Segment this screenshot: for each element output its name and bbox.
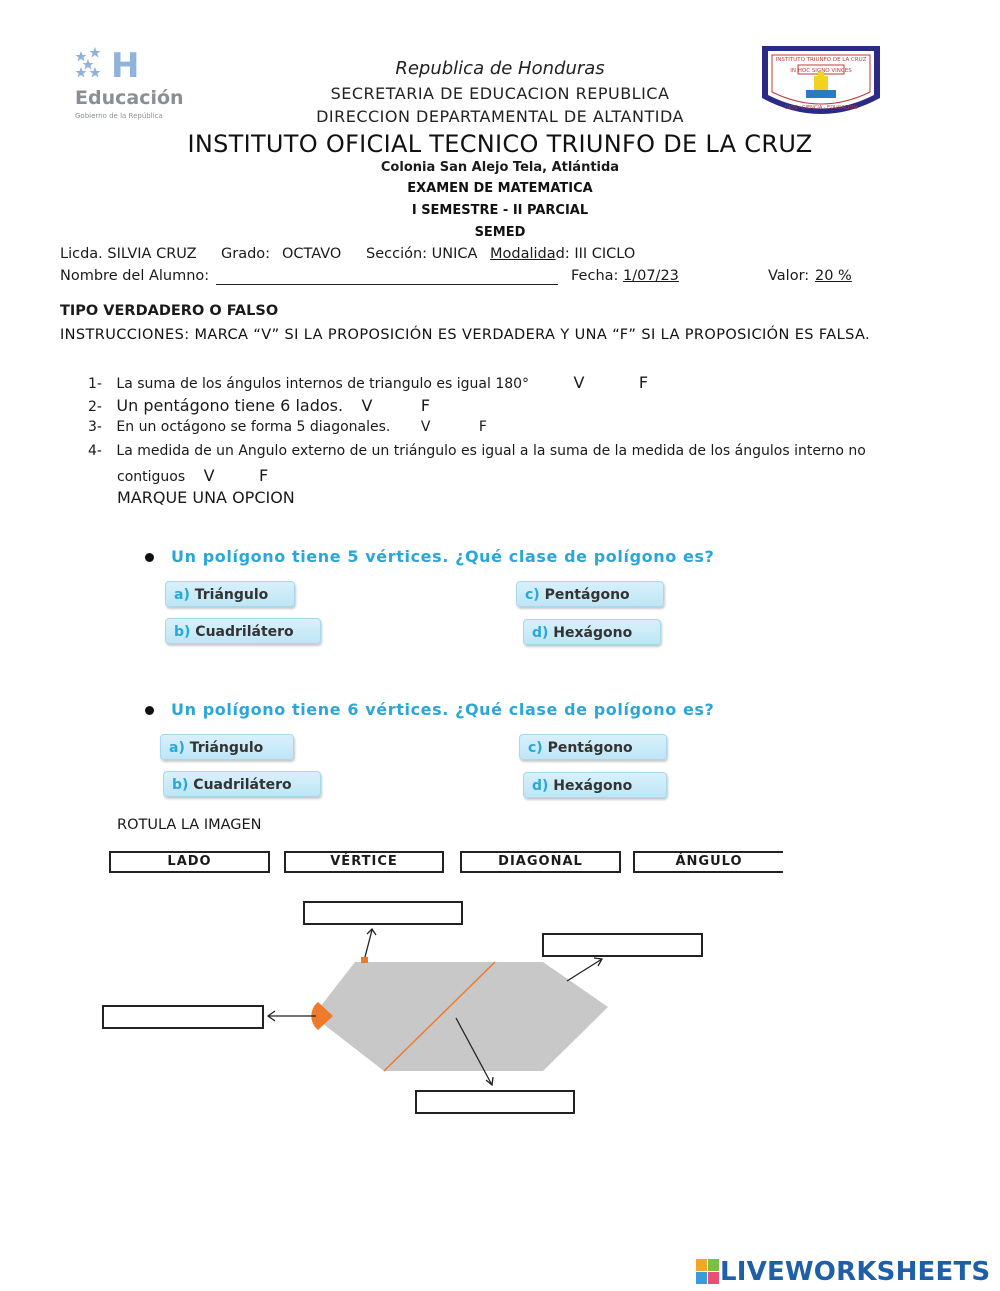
true-option[interactable]: V xyxy=(361,396,373,415)
secretaria-line: SECRETARIA DE EDUCACION REPUBLICA xyxy=(330,84,670,103)
grade-label: Grado: xyxy=(221,246,271,262)
arrow-to-vertex-box xyxy=(365,930,372,957)
exam-period: I SEMESTRE - II PARCIAL xyxy=(411,203,589,218)
word-lado[interactable]: LADO xyxy=(109,851,270,873)
arrow-to-side-box xyxy=(567,959,602,981)
vertex-marker xyxy=(361,957,368,963)
item-number: 2- xyxy=(88,399,102,415)
crest-bottom-text: DIOS · CIENCIA · EDUCACION xyxy=(784,105,858,111)
tf-instructions: INSTRUCCIONES: MARCA “V” SI LA PROPOSICIÓN ES VERDADERA Y UNA “F” SI LA PROPOSICIÓN ES FALSA. xyxy=(60,327,871,343)
teacher-name: Licda. SILVIA CRUZ xyxy=(60,246,197,262)
crest-motto: IN HOC SIGNO VINCES xyxy=(790,68,852,74)
liveworksheets-icon xyxy=(696,1259,720,1285)
value-amount: 20 % xyxy=(815,268,852,284)
option-letter: d) xyxy=(532,625,549,641)
option-letter: a) xyxy=(174,587,190,603)
item-text: En un octágono se forma 5 diagonales. xyxy=(116,419,391,435)
option-letter: c) xyxy=(528,740,543,756)
true-option[interactable]: V xyxy=(420,419,431,435)
section-info: Sección: UNICA xyxy=(366,246,478,262)
false-option[interactable]: F xyxy=(478,419,487,435)
item-text: La medida de un Angulo externo de un triángulo es igual a la suma de la medida de los ángulos interno no xyxy=(116,443,866,459)
false-option[interactable]: F xyxy=(420,396,431,415)
option-text: Cuadrilátero xyxy=(193,777,292,793)
item-number: 1- xyxy=(88,376,102,392)
option-text: Pentágono xyxy=(547,740,633,756)
date-label: Fecha: xyxy=(571,268,619,284)
option-letter: a) xyxy=(169,740,185,756)
mc-label: MARQUE UNA OPCION xyxy=(117,488,295,507)
option-text: Hexágono xyxy=(553,625,633,641)
modalidad-rest: d: III CICLO xyxy=(555,246,636,262)
angle-answer-box[interactable] xyxy=(102,1005,264,1029)
item-number: 4- xyxy=(88,443,102,459)
diagonal-answer-box[interactable] xyxy=(415,1090,575,1114)
student-label: Nombre del Alumno: xyxy=(60,268,210,284)
grade-value: OCTAVO xyxy=(282,246,342,262)
true-option[interactable]: V xyxy=(573,373,585,392)
educacion-brand: Educación xyxy=(75,87,184,109)
hexagon-shape xyxy=(313,962,608,1071)
option-letter: b) xyxy=(172,777,189,793)
item-text: Un pentágono tiene 6 lados. xyxy=(116,396,344,415)
word-diagonal[interactable]: DIAGONAL xyxy=(460,851,621,873)
item-number: 3- xyxy=(88,419,102,435)
tf-title: TIPO VERDADERO O FALSO xyxy=(60,303,279,319)
school-name: INSTITUTO OFICIAL TECNICO TRIUNFO DE LA CRUZ xyxy=(187,130,813,158)
side-answer-box[interactable] xyxy=(542,933,703,957)
true-option[interactable]: V xyxy=(203,466,215,485)
option-text: Cuadrilátero xyxy=(195,624,294,640)
liveworksheets-logo xyxy=(696,1257,990,1287)
item-text: contiguos xyxy=(117,469,186,485)
exam-program: SEMED xyxy=(474,225,526,240)
false-option[interactable]: F xyxy=(638,373,649,392)
country-title: Republica de Honduras xyxy=(395,58,605,79)
label-section-title: ROTULA LA IMAGEN xyxy=(117,817,262,833)
svg-text:H: H xyxy=(111,46,140,81)
crest-top-text: INSTITUTO TRIUNFO DE LA CRUZ xyxy=(775,57,867,63)
educacion-sub: Gobierno de la República xyxy=(75,112,163,120)
option-text: Triángulo xyxy=(189,740,264,756)
false-option[interactable]: F xyxy=(259,466,269,485)
option-text: Pentágono xyxy=(544,587,630,603)
option-text: Hexágono xyxy=(553,778,633,794)
mc-question-1: Un polígono tiene 5 vértices. ¿Qué clase de polígono es? xyxy=(171,547,715,566)
liveworksheets-text: LIVEWORKSHEETS xyxy=(720,1257,991,1287)
modalidad-label: Modalida xyxy=(490,246,556,262)
exam-title: EXAMEN DE MATEMATICA xyxy=(407,181,593,196)
mc-question-2: Un polígono tiene 6 vértices. ¿Qué clase de polígono es? xyxy=(171,700,715,719)
word-angulo[interactable]: ÁNGULO xyxy=(633,851,783,873)
option-letter: c) xyxy=(525,587,540,603)
date-value: 1/07/23 xyxy=(623,268,679,284)
vertex-answer-box[interactable] xyxy=(303,901,463,925)
value-label: Valor: xyxy=(768,268,810,284)
school-location: Colonia San Alejo Tela, Atlántida xyxy=(380,160,620,175)
item-text: La suma de los ángulos internos de triangulo es igual 180° xyxy=(116,376,530,392)
direccion-line: DIRECCION DEPARTAMENTAL DE ALTANTIDA xyxy=(316,107,684,126)
option-letter: d) xyxy=(532,778,549,794)
option-text: Triángulo xyxy=(194,587,269,603)
option-letter: b) xyxy=(174,624,191,640)
word-vertice[interactable]: VÉRTICE xyxy=(284,851,444,873)
